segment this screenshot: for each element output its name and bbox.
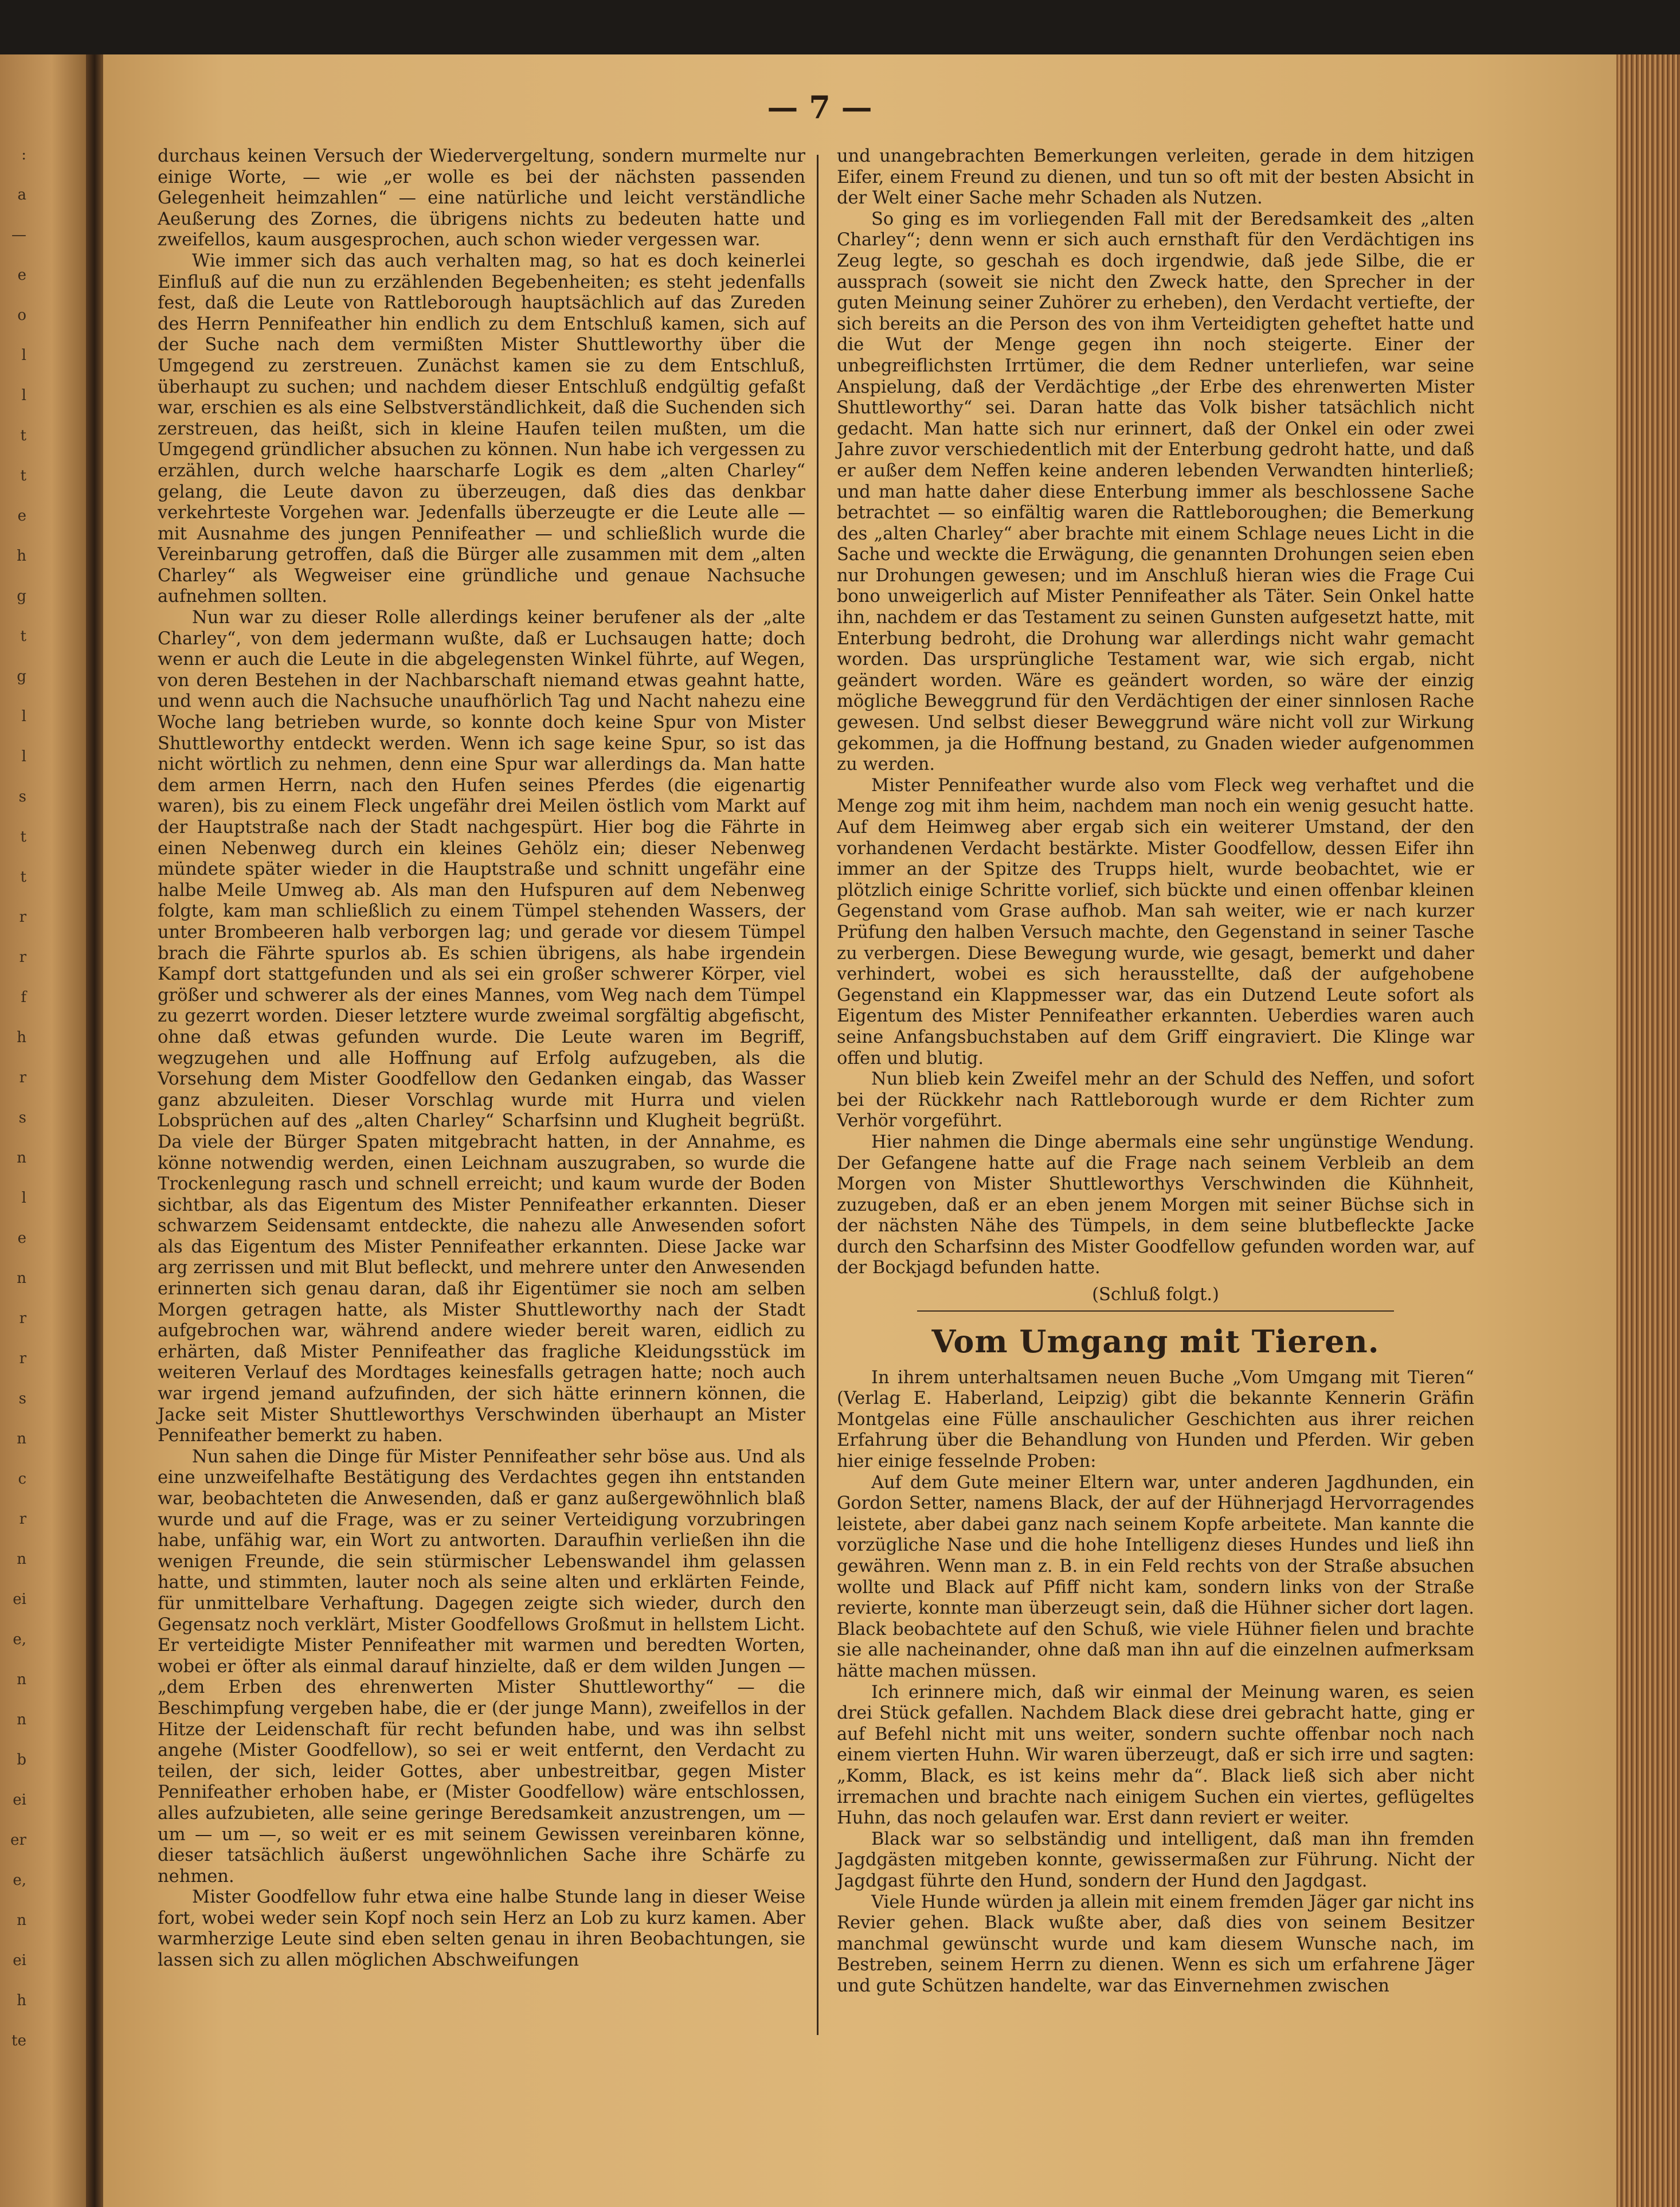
margin-fragment: r [19,1511,26,1528]
margin-fragment: o [17,307,26,324]
margin-fragment: ei [13,1952,26,1969]
paragraph: Hier nahmen die Dinge abermals eine sehr ungünstige Wendung. Der Gefangene hatte auf die Frage nach seinem Verbleib an dem Morgen von Mister Shuttleworthys Verschwinden die Kühnheit, zuzugeben, daß er an eben jenem Morgen mit seiner Büchse sich in der nächsten Nähe des Tümpels, in dem seine blutbefleckte Jacke durch den Scharfsinn des Mister Goodfellow gefunden worden war, auf der Bockjagd befunden hatte. [837,1132,1474,1278]
margin-fragment: b [17,1751,26,1768]
margin-fragment: e, [13,1631,26,1648]
article-heading: Vom Umgang mit Tieren. [931,1322,1380,1360]
margin-fragment: l [21,748,26,765]
book-gutter [86,54,103,2207]
margin-fragment: n [17,1671,26,1688]
margin-fragment: te [11,2032,26,2049]
margin-fragment: n [17,1430,26,1447]
margin-fragment: er [10,1832,26,1849]
paragraph: Wie immer sich das auch verhalten mag, so hat es doch keinerlei Einfluß auf die nun zu erzählenden Begebenheiten; es steht jedenfalls fest, daß die Leute von Rattleborough hauptsächlich auf das Zureden des Herrn Pennifeather hin endlich zu dem Entschluß kamen, sich auf der Suche nach dem vermißten Mister Shuttleworthy über die Umgegend zu zerstreuen. Zunächst kamen sie zu dem Entschluß, überhaupt zu suchen; und nachdem dieser Entschluß endgültig gefaßt war, erschien es als eine Selbstverständlichkeit, daß die Suchenden sich zerstreuen, das heißt, sich in kleine Haufen teilen mußten, um die Umgegend gründlicher absuchen zu können. Nun habe ich vergessen zu erzählen, durch welche haarscharfe Logik es dem „alten Charley“ gelang, die Leute davon zu überzeugen, daß dies das denkbar verkehrteste Vorgehen war. Jedenfalls überzeugte er die Leute alle — mit Ausnahme des jungen Pennifeather — und schließlich wurde die Vereinbarung getroffen, daß die Bürger alle zusammen mit dem „alten Charley“ als Wegweiser eine gründliche und genaue Nachsuche aufnehmen sollten. [158,251,805,607]
margin-fragment: ei [13,1791,26,1809]
paragraph: Black war so selbständig und intelligent, daß man ihn fremden Jagdgästen mitgeben konnte, gewissermaßen zur Führung. Nicht der Jagdgast führte den Hund, sondern der Hund den Jagdgast. [837,1829,1474,1891]
paragraph: Mister Pennifeather wurde also vom Fleck weg verhaftet und die Menge zog mit ihm heim, nachdem man noch ein wenig gesucht hatte. Auf dem Heimweg aber ergab sich ein weiterer Umstand, der den vorhandenen Verdacht bestärkte. Mister Goodfellow, dessen Eifer ihn immer an der Spitze des Trupps hielt, wurde beobachtet, wie er plötzlich einige Schritte vorlief, sich bückte und einen offenbar kleinen Gegenstand vom Grase aufhob. Man sah weiter, wie er nach kurzer Prüfung den halben Versuch machte, den Gegenstand in seiner Tasche zu verbergen. Diese Bewegung wurde, wie gesagt, bemerkt und daher verhindert, wobei es sich herausstellte, daß der aufgehobene Gegenstand ein Klappmesser war, das ein Dutzend Leute sofort als Eigentum des Mister Pennifeather erkannten. Ueberdies waren auch seine Anfangsbuchstaben auf dem Griff eingraviert. Die Klinge war offen und blutig. [837,775,1474,1069]
page-number: — 7 — [767,89,872,126]
margin-fragment: : [21,146,26,163]
margin-fragment: r [19,1069,26,1086]
left-page-edge [0,54,86,2207]
paragraph: Auf dem Gute meiner Eltern war, unter anderen Jagdhunden, ein Gordon Setter, namens Black, der auf der Hühnerjagd Hervorragendes leistete, aber dabei ganz nach seinem Kopfe arbeitete. Man kannte die vorzügliche Nase und die hohe Intelligenz dieses Hundes und ließ ihn gewähren. Wenn man z. B. in ein Feld rechts von der Straße absuchen wollte und Black auf Pfiff nicht kam, sondern links von der Straße revierte, konnte man überzeugt sein, daß die Hühner sicher dort lagen. Black beobachtete auf den Schuß, wie viele Hühner fielen und brachte sie alle nacheinander, ohne daß man ihn auf die einzelnen aufmerksam hätte machen müssen. [837,1472,1474,1681]
margin-fragment: t [20,427,26,444]
margin-fragment: n [17,1149,26,1167]
margin-fragment: t [20,628,26,645]
margin-fragment: l [21,1189,26,1207]
margin-fragment: h [17,547,26,565]
margin-fragment: n [17,1551,26,1568]
margin-fragment: t [20,828,26,846]
margin-fragment: e [17,507,26,525]
column-rule [817,155,819,2035]
margin-fragment: t [20,467,26,484]
paragraph: Nun war zu dieser Rolle allerdings keiner berufener als der „alte Charley“, von dem jedermann wußte, daß er Luchsaugen hatte; doch wenn er auch die Leute in die abgelegensten Winkel führte, auf Wegen, von deren Bestehen in der Nachbarschaft niemand etwas geahnt hatte, und wenn auch die Nachsuche unaufhörlich Tag und Nacht nahezu eine Woche lang betrieben wurde, so konnte doch keine Spur von Mister Shuttleworthy entdeckt werden. Wenn ich sage keine Spur, so ist das nicht wörtlich zu nehmen, denn eine Spur war allerdings da. Man hatte dem armen Herrn, nach den Hufen seines Pferdes (die eigenartig waren), bis zu einem Fleck ungefähr drei Meilen östlich vom Markt auf der Hauptstraße nach der Stadt nachgespürt. Hier bog die Fährte in einen Nebenweg durch ein kleines Gehölz ein; dieser Nebenweg mündete später wieder in die Hauptstraße und schnitt ungefähr eine halbe Meile Umweg ab. Als man den Hufspuren auf dem Nebenweg folgte, kam man schließlich zu einem Tümpel stehenden Wassers, der unter Brombeeren halb verborgen lag; und gerade vor diesem Tümpel brach die Fährte spurlos ab. Es schien übrigens, als habe irgendein Kampf dort stattgefunden und als sei ein großer schwerer Körper, viel größer und schwerer als der eines Mannes, vom Weg nach dem Tümpel zu gezerrt worden. Dieser letztere wurde zweimal sorgfältig abgefischt, ohne daß etwas gefunden wurde. Die Leute waren im Begriff, wegzugehen und alle Hoffnung auf Erfolg aufzugeben, als die Vorsehung dem Mister Goodfellow den Gedanken eingab, das Wasser ganz abzuleiten. Dieser Vorschlag wurde mit Hurra und vielen Lobsprüchen auf des „alten Charley“ Scharfsinn und Klugheit begrüßt. Da viele der Bürger Spaten mitgebracht hatten, in der Annahme, es könne notwendig werden, einen Leichnam auszugraben, so wurde die Trockenlegung rasch und schnell erreicht; und kaum wurde der Boden sichtbar, als das Eigentum des Mister Pennifeather erkannten. Dieser schwarzem Seidensamt entdeckte, die nahezu alle Anwesenden sofort als das Eigentum des Mister Pennifeather erkannten. Diese Jacke war arg zerrissen und mit Blut befleckt, und mehrere unter den Anwesenden erinnerten sich genau daran, daß ihr Eigentümer sie noch am selben Morgen getragen hatte, als Mister Shuttleworthy nach der Stadt aufgebrochen war, während andere wieder bereit waren, eidlich zu erhärten, daß Mister Pennifeather das fragliche Kleidungsstück im weiteren Verlauf des Mordtages keinesfalls getragen hatte; noch auch war irgend jemand aufzufinden, der sich hätte erinnern können, die Jacke seit Mister Shuttleworthys Verschwinden überhaupt an Mister Pennifeather bemerkt zu haben. [158,608,805,1446]
margin-fragment: n [17,1270,26,1287]
paragraph: Ich erinnere mich, daß wir einmal der Meinung waren, es seien drei Stück gefallen. Nachdem Black diese drei gebracht hatte, ging er auf Befehl nicht mit uns weiter, sondern suchte offenbar noch nach einem vierten Huhn. Wir waren überzeugt, daß er sich irre und sagten: „Komm, Black, es ist keins mehr da“. Black ließ sich aber nicht irremachen und brachte nach einigem Suchen ein viertes, geflügeltes Huhn, das noch gelaufen war. Erst dann reviert er weiter. [837,1682,1474,1829]
section-divider [917,1310,1394,1312]
margin-fragment: h [17,1029,26,1046]
column-left [158,146,805,1971]
paragraph: In ihrem unterhaltsamen neuen Buche „Vom Umgang mit Tieren“ (Verlag E. Haberland, Leipzig) gibt die bekannte Kennerin Gräfin Montgelas eine Fülle anschaulicher Geschichten aus ihrer reichen Erfahrung über die Behandlung von Hunden und Pferden. Wir geben hier einige fesselnde Proben: [837,1367,1474,1472]
continuation-note: (Schluß folgt.) [1092,1285,1219,1305]
margin-fragment: s [18,788,26,805]
margin-fragment: l [21,708,26,725]
paragraph: durchaus keinen Versuch der Wiedervergeltung, sondern murmelte nur einige Worte, — wie „er wolle es bei der nächsten passenden Gelegenheit heimzahlen“ — eine natürliche und leicht verständliche Aeußerung des Zornes, die übrigens nichts zu bedeuten hatte und zweifellos, kaum ausgesprochen, auch schon wieder vergessen war. [158,146,805,251]
margin-fragment: r [19,1310,26,1327]
margin-fragment: s [18,1109,26,1126]
margin-fragment: n [17,1912,26,1929]
paragraph: Viele Hunde würden ja allein mit einem fremden Jäger gar nicht ins Revier gehen. Black wußte aber, daß dies von seinem Besitzer manchmal gewünscht wurde und kam diesem Wunsche nach, im Bestreben, seinem Herrn zu dienen. Wenn es sich um erfahrene Jäger und gute Schützen handelte, war das Einvernehmen zwischen [837,1892,1474,1996]
margin-fragment: e [17,1230,26,1247]
margin-fragment: f [21,989,26,1006]
margin-fragment: — [11,226,26,244]
margin-fragment: r [19,909,26,926]
column-right [837,146,1474,1997]
margin-fragment: g [17,668,26,685]
margin-fragment: s [18,1390,26,1407]
margin-fragment: e, [13,1872,26,1889]
margin-fragment: r [19,1350,26,1367]
page-stack-edge [1616,54,1680,2207]
margin-fragment: a [17,186,26,204]
margin-fragment: n [17,1711,26,1728]
margin-fragment: t [20,868,26,886]
paragraph: und unangebrachten Bemerkungen verleiten, gerade in dem hitzigen Eifer, einem Freund zu dienen, und tun so oft mit der besten Absicht in der Welt einer Sache mehr Schaden als Nutzen. [837,146,1474,209]
paragraph: Nun sahen die Dinge für Mister Pennifeather sehr böse aus. Und als eine unzweifelhafte Bestätigung des Verdachtes gegen ihn entstanden war, beobachteten die Anwesenden, daß er ganz außergewöhnlich blaß wurde und auf die Frage, was er zu seiner Verteidigung vorzubringen habe, unfähig war, ein Wort zu antworten. Daraufhin verließen ihn die wenigen Freunde, die sein stürmischer Lebenswandel ihm gelassen hatte, und stimmten, lauter noch als seine alten und erklärten Feinde, für unmittelbare Verhaftung. Dagegen zeigte sich wieder, durch den Gegensatz noch verklärt, Mister Goodfellows Großmut in hellstem Licht. Er verteidigte Mister Pennifeather mit warmen und beredten Worten, wobei er öfter als einmal darauf hinzielte, daß er dem wilden Jungen — „dem Erben des ehrenwerten Mister Shuttleworthy“ — die Beschimpfung vergeben habe, die er (der junge Mann), zweifellos in der Hitze der Leidenschaft für recht befunden habe, und was ihn selbst angehe (Mister Goodfellow), so sei er weit entfernt, den Verdacht zu teilen, der sich, leider Gottes, aber unbestreitbar, gegen Mister Pennifeather erhoben habe, er (Mister Goodfellow) wäre entschlossen, alles aufzubieten, alle seine geringe Beredsamkeit anzustrengen, um — um — um —, so weit er es mit seinem Gewissen vereinbaren könne, dieser tatsächlich äußerst ungewöhnlichen Sache ihre Schärfe zu nehmen. [158,1446,805,1887]
paragraph: Nun blieb kein Zweifel mehr an der Schuld des Neffen, und sofort bei der Rückkehr nach Rattleborough wurde er dem Richter zum Verhör vorgeführt. [837,1069,1474,1132]
margin-fragment: r [19,949,26,966]
paragraph: Mister Goodfellow fuhr etwa eine halbe Stunde lang in dieser Weise fort, wobei weder sein Kopf noch sein Herz an Lob zu kurz kamen. Aber warmherzige Leute sind eben selten genau in ihren Beobachtungen, sie lassen sich zu allen möglichen Abschweifungen [158,1887,805,1971]
margin-fragment: l [21,347,26,364]
margin-fragment: e [17,267,26,284]
margin-fragment: l [21,387,26,404]
margin-fragment: h [17,1992,26,2009]
paragraph: So ging es im vorliegenden Fall mit der Beredsamkeit des „alten Charley“; denn wenn er sich auch ernsthaft für den Verdächtigen ins Zeug legte, so geschah es doch irgendwie, daß jede Silbe, die er aussprach (soweit sie nicht den Zweck hatte, den Sprecher in der guten Meinung seiner Zuhörer zu erheben), den Verdacht vertiefte, der sich bereits an die Person des von ihm Verteidigten geheftet hatte und die Wut der Menge gegen ihn noch steigerte. Einer der unbegreiflichsten Irrtümer, die dem Redner unterliefen, war seine Anspielung, daß der Verdächtige „der Erbe des ehrenwerten Mister Shuttleworthy“ sei. Daran hatte das Volk bisher tatsächlich nicht gedacht. Man hatte sich nur erinnert, daß der Onkel ein oder zwei Jahre zuvor verschiedentlich mit der Enterbung gedroht hatte, und daß er außer dem Neffen keine anderen lebenden Verwandten hinterließ; und man hatte daher diese Enterbung immer als beschlossene Sache betrachtet — so einfältig waren die Rattleboroughen; die Bemerkung des „alten Charley“ aber brachte mit einem Schlage neues Licht in die Sache und weckte die Erwägung, die genannten Drohungen seien eben nur Drohungen gewesen; und im Anschluß hieran wies die Frage Cui bono unweigerlich auf Mister Pennifeather als Täter. Sein Onkel hatte ihn, nachdem er das Testament zu seinen Gunsten aufgesetzt hatte, mit Enterbung bedroht, die Drohung war allerdings nicht wahr gemacht worden. Das ursprüngliche Testament war, wie sich ergab, nicht geändert worden. Wäre es geändert worden, so wäre der einzig mögliche Beweggrund für den Verdächtigen der einer sinnlosen Rache gewesen. Und selbst dieser Beweggrund wäre nicht voll zur Wirkung gekommen, ja die Hoffnung bestand, zu Gnaden wieder aufgenommen zu werden. [837,209,1474,775]
margin-fragment: c [18,1470,26,1488]
margin-fragment: g [17,588,26,605]
margin-fragment: ei [13,1591,26,1608]
